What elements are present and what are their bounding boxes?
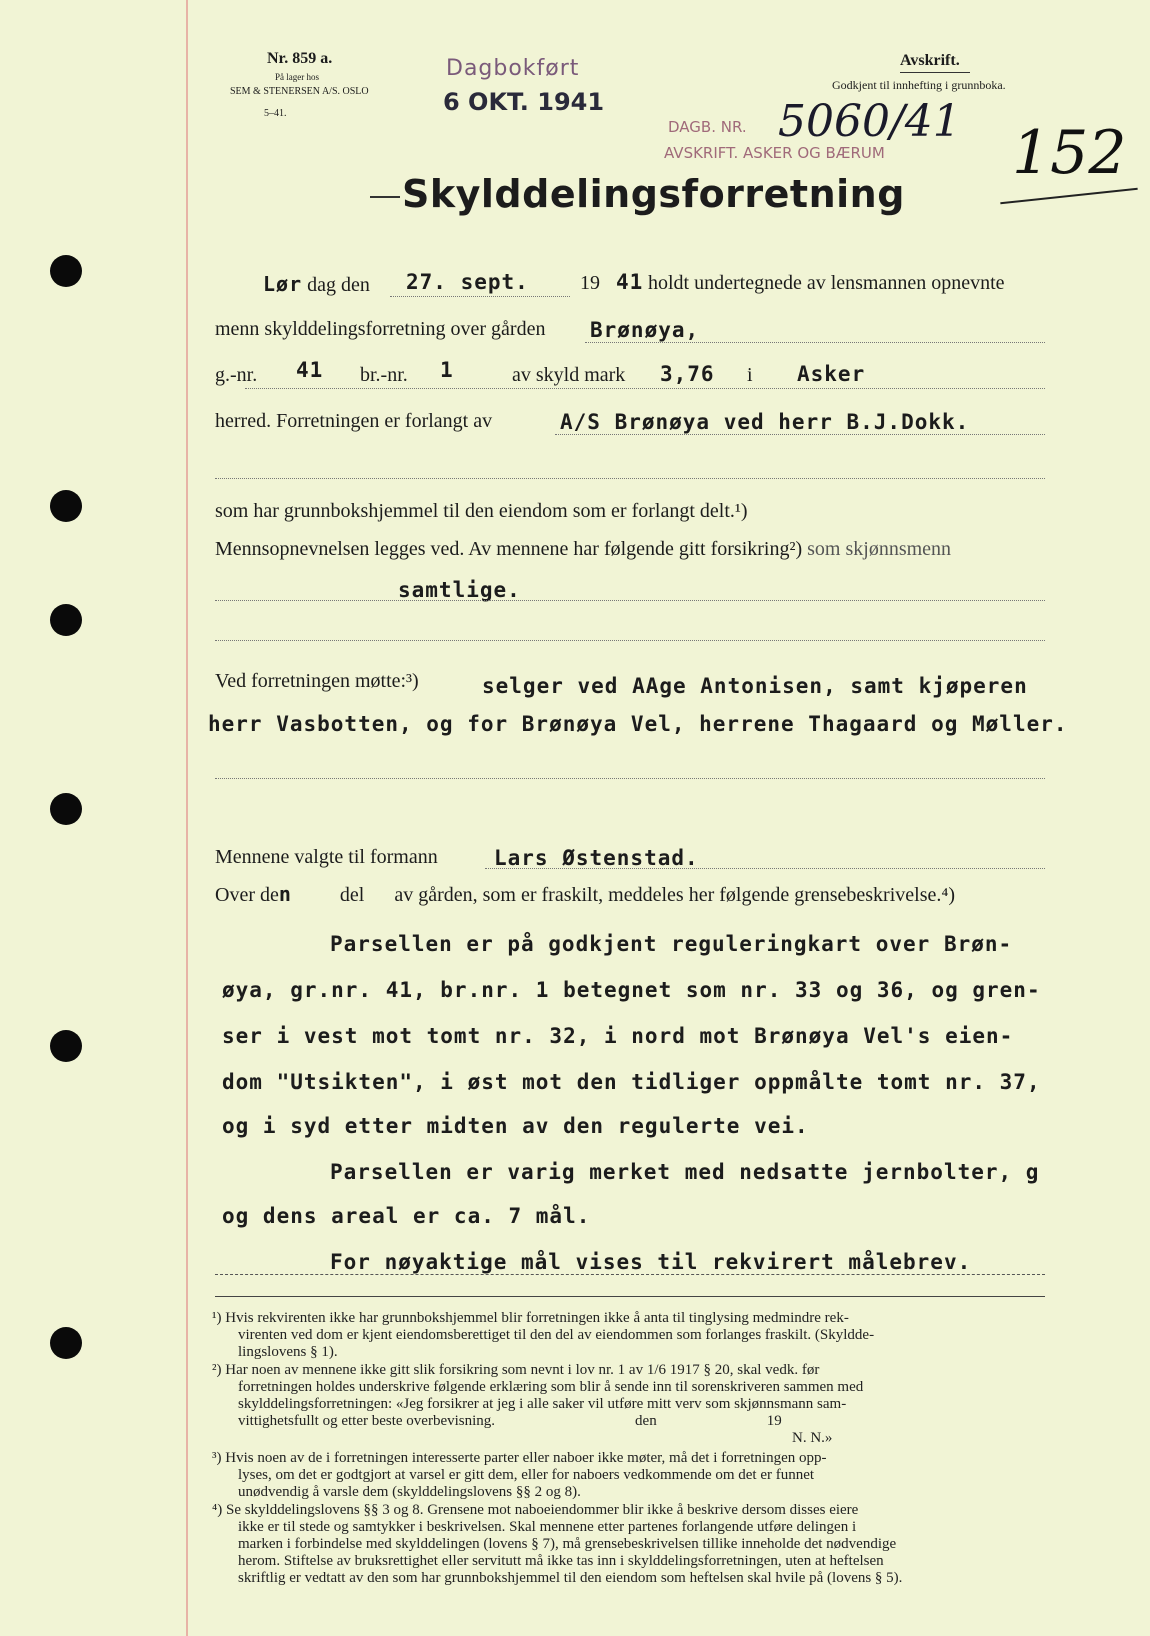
stamp-handwritten-number: 5060/41: [778, 96, 961, 147]
footnote-line: skylddelingsforretningen: «Jeg forsikrer at jeg i alle saker vil utføre mitt verv som skjønnsmann sam-: [238, 1396, 847, 1412]
line8-label: Ved forretningen møtte:³): [215, 670, 419, 692]
line3-bnr-label: br.-nr.: [360, 364, 408, 386]
line6-suffix: som skjønnsmenn: [807, 538, 952, 560]
line1-year: 41: [616, 270, 644, 294]
line11-a: Over de: [215, 884, 279, 906]
line3-kommune: Asker: [797, 362, 866, 386]
line2-label: menn skylddelingsforretning over gården: [215, 318, 546, 340]
dagbok-stamp-label: Dagbokført: [446, 56, 580, 81]
line6: [215, 538, 951, 561]
dotted-line: [485, 868, 1045, 869]
line3-bnr: 1: [440, 358, 454, 382]
page-title: Skylddelingsforretning: [402, 172, 905, 216]
line10-label: Mennene valgte til formann: [215, 846, 438, 868]
page-number-underline: [1000, 188, 1137, 204]
dotted-line: [390, 296, 570, 297]
line3-skyld-label: av skyld mark: [512, 364, 626, 386]
footnote-line: lingslovens § 1).: [238, 1344, 338, 1360]
binding-hole: [50, 604, 82, 636]
dagbok-stamp-date: 6 OKT. 1941: [443, 88, 605, 116]
binding-hole: [50, 1030, 82, 1062]
footnote-1: [212, 1310, 1042, 1361]
binding-hole: [50, 1327, 82, 1359]
line9: herr Vasbotten, og for Brønøya Vel, herrene Thagaard og Møller.: [208, 712, 1068, 736]
footnote-line: forretningen holdes underskrive følgende erklæring som blir å sende inn til sorenskriveren sammen med: [238, 1379, 864, 1395]
dotted-line: [215, 778, 1045, 779]
avskrift-underline: [900, 72, 970, 73]
body-line-3: ser i vest mot tomt nr. 32, i nord mot Brønøya Vel's eien-: [222, 1024, 1014, 1048]
line3-gnr-label: g.-nr.: [215, 364, 258, 386]
line1-rest: holdt undertegnede av lensmannen opnevnte: [648, 272, 1005, 294]
form-number: Nr. 859 a.: [267, 50, 333, 67]
line7: samtlige.: [398, 578, 521, 602]
footnote-3: [212, 1450, 1042, 1501]
form-date: 5–41.: [264, 108, 287, 119]
line1-year-prefix: 19: [580, 272, 600, 294]
dotted-line: [555, 434, 1045, 435]
footnote-den: den: [635, 1413, 657, 1429]
footnote-year: 19: [766, 1413, 782, 1429]
avskrift-note: Godkjent til innhefting i grunnboka.: [832, 78, 1006, 92]
body-line-6: Parsellen er varig merket med nedsatte jernbolter, g: [330, 1160, 1040, 1184]
body-line-4: dom "Utsikten", i øst mot den tidliger oppmålte tomt nr. 37,: [222, 1070, 1041, 1094]
publisher-name: SEM & STENERSEN A/S. OSLO: [230, 86, 369, 97]
footnote-4: [212, 1502, 1042, 1587]
title-dash: [370, 196, 400, 198]
footnote-line: virenten ved dom er kjent eiendomsberettiget til den del av eiendommen som forlanges fraskilt. (Skyldde-: [238, 1327, 875, 1343]
avskrift-title: Avskrift.: [900, 52, 960, 69]
footnote-separator: [215, 1296, 1045, 1297]
body-line-5: og i syd etter midten av den regulerte vei.: [222, 1114, 809, 1138]
body-line-2: øya, gr.nr. 41, br.nr. 1 betegnet som nr. 33 og 36, og gren-: [222, 978, 1041, 1002]
dotted-line: [215, 640, 1045, 641]
line3-skyld: 3,76: [660, 362, 715, 386]
margin-line: [186, 0, 188, 1636]
line11: [215, 882, 955, 907]
line1-day-label: [263, 272, 370, 297]
dotted-line: [585, 342, 1045, 343]
footnote-line: skriftlig er vedtatt av den som har grunnbokshjemmel til den eiendom som heftelsen skal hvile på (lovens § 5).: [238, 1570, 903, 1586]
footnote-line: vittighetsfullt og etter beste overbevisning. den 19: [238, 1413, 782, 1429]
line1-date: 27. sept.: [406, 270, 529, 294]
line3-i-label: i: [747, 364, 753, 386]
line3-gnr: 41: [296, 358, 324, 382]
dotted-line: [215, 478, 1045, 479]
body-line-8: For nøyaktige mål vises til rekvirert målebrev.: [330, 1250, 972, 1274]
binding-hole: [50, 793, 82, 825]
line4-label: herred. Forretningen er forlangt av: [215, 410, 493, 432]
line11-c: av gården, som er fraskilt, meddeles her følgende grensebeskrivelse.⁴): [394, 884, 955, 906]
footnote-line: ⁴) Se skylddelingslovens §§ 3 og 8. Grensene mot naboeiendommer blir ikke å beskrive dersom disses eiere: [212, 1502, 859, 1518]
stamp-avskrift: AVSKRIFT. ASKER OG BÆRUM: [664, 144, 885, 162]
body-dashed-rule: [215, 1274, 1045, 1275]
footnote-line: marken i forbindelse med skylddelingen (lovens § 7), må grensebeskrivelsen tillike inneholde det nødvendige: [238, 1536, 897, 1552]
body-line-7: og dens areal er ca. 7 mål.: [222, 1204, 591, 1228]
dotted-line: [245, 388, 1045, 389]
footnote-line: ¹) Hvis rekvirenten ikke har grunnbokshjemmel blir forretningen ikke å anta til tinglysing medmindre rek-: [212, 1310, 849, 1326]
line5: som har grunnbokshjemmel til den eiendom som er forlangt delt.¹): [215, 500, 748, 522]
page-number: 152: [1012, 118, 1127, 188]
footnote-sign: N. N.»: [792, 1430, 833, 1446]
line4-requester: A/S Brønøya ved herr B.J.Dokk.: [560, 410, 970, 434]
footnote-2: [212, 1362, 1042, 1447]
footnote-line: lyses, om det er godtgjort at varsel er gitt dem, eller for naboers vedkommende om det er funnet: [238, 1467, 815, 1483]
line8-value: selger ved AAge Antonisen, samt kjøperen: [482, 674, 1028, 698]
binding-hole: [50, 490, 82, 522]
publisher-line: På lager hos: [275, 72, 319, 82]
body-line-1: Parsellen er på godkjent reguleringkart over Brøn-: [330, 932, 1013, 956]
line10-value: Lars Østenstad.: [494, 846, 699, 870]
binding-hole: [50, 255, 82, 287]
footnote-line: ²) Har noen av mennene ikke gitt slik forsikring som nevnt i lov nr. 1 av 1/6 1917 § 20, skal vedk. før: [212, 1362, 820, 1378]
line11-b: del: [339, 884, 365, 906]
line1-mid: dag den: [307, 274, 370, 296]
footnote-line: herom. Stiftelse av bruksrettighet eller servitutt må ikke tas inn i skylddelingsforretningen, uten at heftelsen: [238, 1553, 884, 1569]
line11-n: n: [278, 882, 292, 906]
dotted-line: [215, 600, 1045, 601]
footnote-line: ikke er til stede og samtykker i beskrivelsen. Skal mennene etter partenes forlangende utføre delingen i: [238, 1519, 857, 1535]
stamp-dagb-nr: DAGB. NR.: [668, 118, 747, 136]
footnote-line: ³) Hvis noen av de i forretningen interesserte parter eller naboer ikke møter, må det i forretningen opp-: [212, 1450, 827, 1466]
line6-text: Mennsopnevnelsen legges ved. Av mennene har følgende gitt forsikring²): [215, 538, 803, 560]
line1-day: Lør: [263, 272, 303, 296]
footnote-line: unødvendig å varsle dem (skylddelingslovens §§ 2 og 8).: [238, 1484, 581, 1500]
line2-farm: Brønøya,: [590, 318, 700, 342]
